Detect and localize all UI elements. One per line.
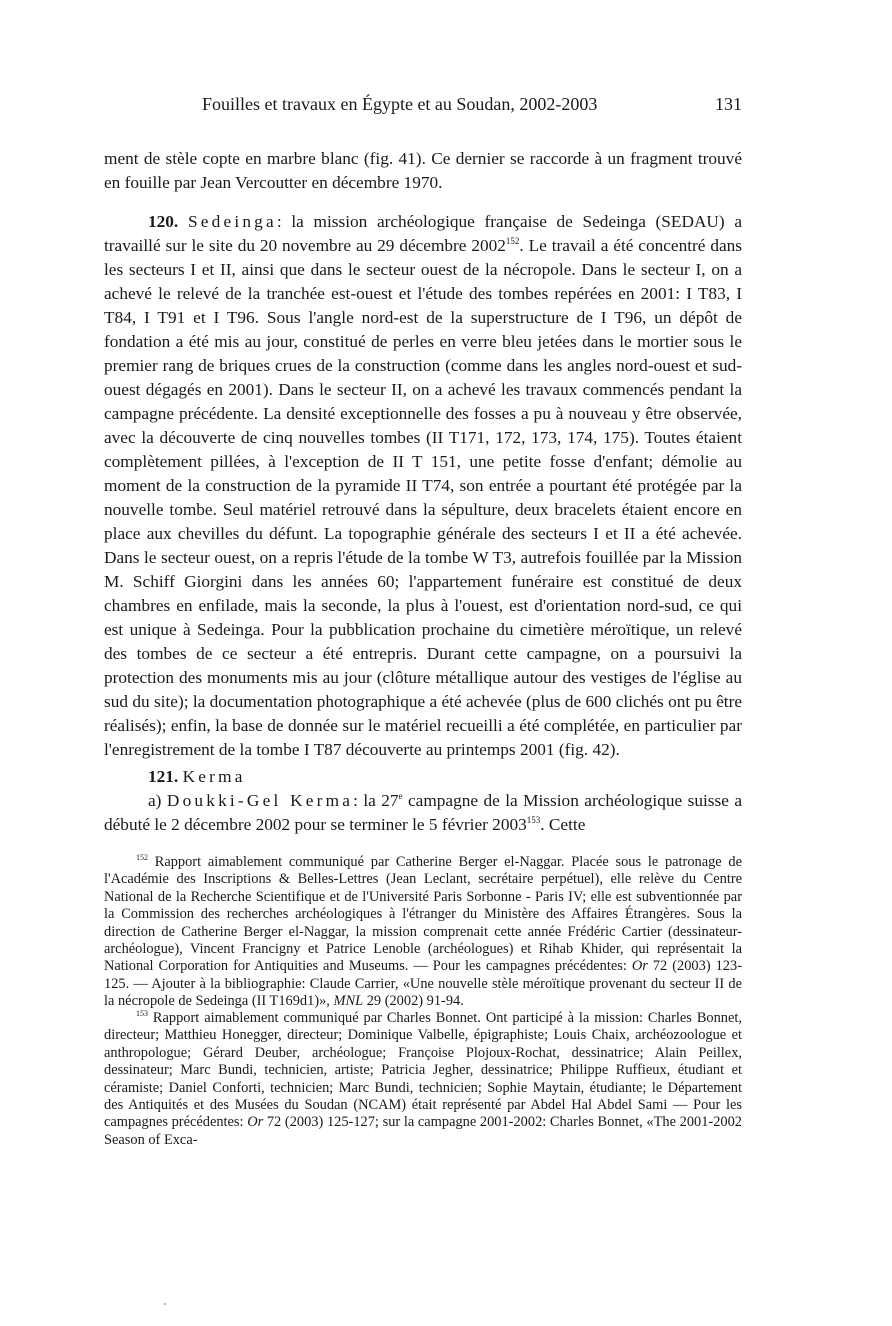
section-text: . Le travail a été concentré dans les secteurs I et II, ainsi que dans le secteur ouest de la nécropole. Dans le secteur I, on a achevé le relevé de la tranchée est-ouest et l'étude des tombes repérées en 2001: I T83, I T84, I T91 et I T96. Sous l'angle nord-est de la superstructure de I T96, un dépôt de fondation a été mis au jour, constitué de perles en verre bleu jetées dans le mortier sous le premier rang de briques crues de la construction (comme dans les angles nord-ouest et sud-ouest dégagés en 2001). Dans le secteur II, on a achevé les travaux commencés pendant la campagne précédente. La densité exceptionnelle des fosses a pu à nouveau y être observée, avec la découverte de cinq nouvelles tombes (II T171, 172, 173, 174, 175). Toutes étaient complètement pillées, à l'exception de II T 151, une petite fosse d'enfant; démolie au moment de la construction de la pyramide II T74, son entrée a pourtant été protégée par la nouvelle tombe. Seul matériel retrouvé dans la sépulture, deux bracelets étaient encore en place aux chevilles du défunt. La topographie générale des secteurs I et II a été achevée. Dans le secteur ouest, on a repris l'étude de la tombe W T3, autrefois fouillée par la Mission M. Schiff Giorgini dans les années 60; l'appartement funéraire est constitué de deux chambres en enfilade, mais la seconde, la plus à l'ouest, est d'orientation nord-sud, ce qui est unique à Sedeinga. Pour la pubblication prochaine du cimetière méroïtique, un relevé des tombes de ce secteur a été entrepris. Durant cette campagne, on a poursuivi la protection des monuments mis au jour (clôture métallique autour des vestiges de l'église au sud du site); la documentation photographique a été achevée (plus de 600 clichés ont pu être réalisés); enfin, la base de donnée sur le matériel recueilli a été complétée, en particulier par l'enregistrement de la tombe I T87 découverte au printemps 2001 (fig. 42). [104, 236, 742, 759]
page-number: 131 [715, 94, 742, 114]
journal-abbrev: MNL [333, 993, 364, 1010]
section-121 [104, 765, 742, 837]
page-speck [164, 1303, 166, 1305]
section-text: campagne de la Mission archéologique suisse a débuté le 2 décembre 2002 pour se terminer le 5 février 2003 [104, 791, 743, 834]
continuation-paragraph [104, 147, 742, 195]
footnote-text: Rapport aimablement communiqué par Catherine Berger el-Naggar. Placée sous le patronage de l'Académie des Inscriptions & Belles-Lettres (Jean Leclant, secrétaire perpétuel), elle relève du Centre National de la Recherche Scientifique et de l'Université Paris Sorbonne - Paris IV; elle est subventionnée par la Commission des recherches archéologiques à l'étranger du Ministère des Affaires Étrangères. Sous la direction de Catherine Berger el-Naggar, la mission comprenait cette année Frédéric Cartier (dessinateur-archéologue), Vincent Francigny et Patrice Lenoble (archéologues) et Rihab Khider, qui représentait la National Corporation for Antiquities and Museums. — Pour les campagnes précédentes: [104, 854, 742, 975]
subsection-label: a) [148, 791, 162, 810]
continuation-text: ment de stèle copte en marbre blanc (fig. 41). Ce dernier se raccorde à un fragment trouvé en fouille par Jean Vercoutter en décembre 1970. [104, 149, 742, 192]
section-120 [104, 210, 742, 762]
footnote-ref: 153 [526, 815, 541, 825]
journal-abbrev: Or [247, 1114, 264, 1131]
site-name: Kerma [182, 767, 246, 786]
footnote-mark: 152 [136, 853, 148, 862]
footnote-mark: 153 [136, 1009, 148, 1018]
journal-abbrev: Or [631, 958, 648, 975]
section-text: : la 27 [353, 791, 399, 810]
footnote-153 [104, 1010, 742, 1149]
ordinal-suffix: e [398, 791, 403, 801]
section-number: 121. [148, 767, 179, 786]
running-header [104, 94, 742, 120]
section-text: . Cette [540, 815, 586, 834]
footnote-text: 72 (2003) 123-125. — Ajouter à la bibliographie: Claude Carrier, «Une nouvelle stèle méroïtique provenant du secteur II de la nécropole de Sedeinga (II T169d1)», [104, 958, 742, 1010]
section-number: 120. [148, 212, 179, 231]
footnote-text: 72 (2003) 125-127; sur la campagne 2001-2002: Charles Bonnet, «The 2001-2002 Season of Exca- [104, 1114, 742, 1148]
site-name: Sedeinga [187, 212, 277, 231]
footnote-text: 29 (2002) 91-94. [363, 993, 464, 1010]
footnote-text: Rapport aimablement communiqué par Charles Bonnet. Ont participé à la mission: Charles Bonnet, directeur; Matthieu Honegger, directeur; Dominique Valbelle, épigraphiste; Louis Chaix, archéozoologue et anthropologue; Gérard Deuber, archéologue; Françoise Plojoux-Rochat, dessinatrice; Alain Peillex, dessinateur; Marc Bundi, technicien, artiste; Patricia Jegher, dessinatrice; Philippe Ruffieux, étudiant et céramiste; Daniel Conforti, technicien; Marc Bundi, technicien; Sophie Maytain, étudiante; le Département des Antiquités et des Musées du Soudan (NCAM) était représenté par Abdel Hal Abdel Sami — Pour les campagnes précédentes: [104, 1010, 742, 1131]
subsite-name: Doukki-Gel Kerma [166, 791, 354, 810]
running-title: Fouilles et travaux en Égypte et au Soudan, 2002-2003 [202, 94, 598, 114]
section-text: : la mission archéologique française de Sedeinga (SEDAU) a travaillé sur le site du 20 novembre au 29 décembre 2002 [104, 212, 743, 255]
footnote-ref: 152 [505, 236, 520, 246]
footnote-152 [104, 854, 742, 1011]
